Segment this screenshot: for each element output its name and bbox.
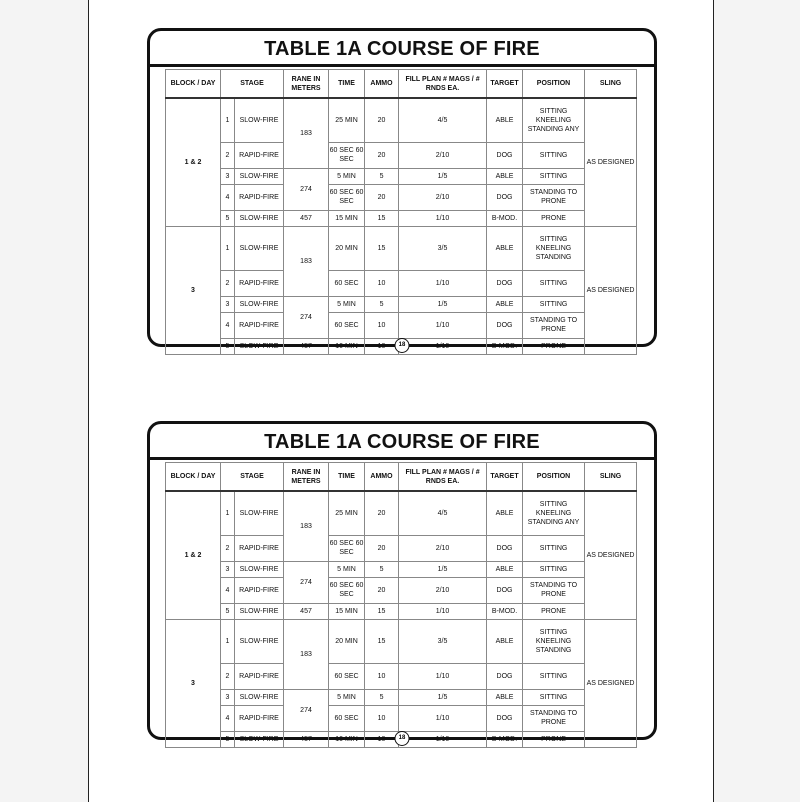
ammo-cell: 20 (365, 535, 399, 561)
ammo-cell: 15 (365, 210, 399, 226)
position-cell: SITTING (523, 296, 585, 312)
stage-number: 4 (221, 705, 235, 731)
column-header: FILL PLAN # MAGS / # RNDS EA. (399, 463, 487, 492)
position-cell: STANDING TO PRONE (523, 312, 585, 338)
time-cell: 60 SEC (329, 312, 365, 338)
time-cell: 60 SEC 60 SEC (329, 142, 365, 168)
sling-cell: AS DESIGNED (585, 619, 637, 747)
column-header: BLOCK / DAY (166, 463, 221, 492)
card-title: TABLE 1A COURSE OF FIRE (150, 31, 654, 67)
stage-number: 1 (221, 619, 235, 663)
ammo-cell: 5 (365, 168, 399, 184)
ammo-cell: 20 (365, 577, 399, 603)
column-header: SLING (585, 463, 637, 492)
fill-plan-cell: 1/10 (399, 312, 487, 338)
stage-cell: RAPID-FIRE (235, 705, 284, 731)
card-body (150, 67, 654, 350)
stage-number: 5 (221, 338, 235, 354)
stage-number: 3 (221, 296, 235, 312)
range-cell: 183 (284, 619, 329, 689)
time-cell: 20 MIN (329, 226, 365, 270)
target-cell: B-MOD. (487, 210, 523, 226)
header-row (166, 463, 637, 492)
course-of-fire-table (165, 69, 637, 355)
table-row (166, 168, 637, 184)
ammo-cell: 20 (365, 184, 399, 210)
table-row (166, 705, 637, 731)
position-cell: SITTING KNEELING STANDING (523, 226, 585, 270)
fill-plan-cell: 1/10 (399, 338, 487, 354)
fill-plan-cell: 1/5 (399, 689, 487, 705)
range-cell: 457 (284, 603, 329, 619)
ammo-cell: 5 (365, 561, 399, 577)
target-cell: DOG (487, 270, 523, 296)
time-cell: 5 MIN (329, 689, 365, 705)
target-cell: ABLE (487, 168, 523, 184)
fill-plan-cell: 1/5 (399, 168, 487, 184)
ammo-cell: 15 (365, 226, 399, 270)
table-row (166, 561, 637, 577)
ammo-cell: 10 (365, 731, 399, 747)
ammo-cell: 10 (365, 338, 399, 354)
position-cell: SITTING (523, 270, 585, 296)
ammo-cell: 5 (365, 296, 399, 312)
block-day-cell: 1 & 2 (166, 98, 221, 226)
time-cell: 5 MIN (329, 561, 365, 577)
sling-cell: AS DESIGNED (585, 226, 637, 354)
target-cell: DOG (487, 535, 523, 561)
stage-cell: RAPID-FIRE (235, 270, 284, 296)
table-row (166, 184, 637, 210)
stage-number: 3 (221, 561, 235, 577)
course-of-fire-card (147, 421, 657, 743)
range-cell: 274 (284, 689, 329, 731)
column-header: TARGET (487, 70, 523, 99)
table-row (166, 663, 637, 689)
stage-number: 4 (221, 184, 235, 210)
table-row (166, 619, 637, 663)
table-row (166, 535, 637, 561)
page-number-badge: 18 (395, 731, 410, 746)
column-header: BLOCK / DAY (166, 70, 221, 99)
time-cell: 10 MIN (329, 731, 365, 747)
range-cell: 183 (284, 98, 329, 168)
table-row (166, 603, 637, 619)
stage-cell: RAPID-FIRE (235, 535, 284, 561)
stage-number: 5 (221, 210, 235, 226)
table-row (166, 270, 637, 296)
fill-plan-cell: 1/10 (399, 731, 487, 747)
stage-cell: SLOW-FIRE (235, 731, 284, 747)
target-cell: DOG (487, 312, 523, 338)
time-cell: 60 SEC (329, 663, 365, 689)
target-cell: DOG (487, 577, 523, 603)
stage-cell: SLOW-FIRE (235, 561, 284, 577)
time-cell: 60 SEC (329, 705, 365, 731)
fill-plan-cell: 1/5 (399, 561, 487, 577)
position-cell: PRONE (523, 338, 585, 354)
sling-cell: AS DESIGNED (585, 491, 637, 619)
stage-number: 2 (221, 663, 235, 689)
stage-number: 5 (221, 731, 235, 747)
ammo-cell: 5 (365, 689, 399, 705)
table-row (166, 577, 637, 603)
column-header: RANE IN METERS (284, 463, 329, 492)
table-row (166, 98, 637, 142)
card-body (150, 460, 654, 743)
time-cell: 15 MIN (329, 210, 365, 226)
ammo-cell: 20 (365, 142, 399, 168)
time-cell: 10 MIN (329, 338, 365, 354)
stage-number: 1 (221, 98, 235, 142)
stage-number: 2 (221, 535, 235, 561)
position-cell: SITTING (523, 561, 585, 577)
stage-cell: SLOW-FIRE (235, 619, 284, 663)
fill-plan-cell: 1/10 (399, 270, 487, 296)
ammo-cell: 20 (365, 491, 399, 535)
position-cell: SITTING (523, 535, 585, 561)
fill-plan-cell: 3/5 (399, 226, 487, 270)
position-cell: SITTING KNEELING STANDING ANY (523, 98, 585, 142)
stage-cell: SLOW-FIRE (235, 226, 284, 270)
stage-cell: RAPID-FIRE (235, 142, 284, 168)
target-cell: ABLE (487, 98, 523, 142)
stage-cell: SLOW-FIRE (235, 98, 284, 142)
range-cell: 274 (284, 561, 329, 603)
column-header: RANE IN METERS (284, 70, 329, 99)
stage-cell: SLOW-FIRE (235, 210, 284, 226)
target-cell: ABLE (487, 619, 523, 663)
stage-cell: RAPID-FIRE (235, 312, 284, 338)
table-row (166, 689, 637, 705)
column-header: AMMO (365, 463, 399, 492)
time-cell: 15 MIN (329, 603, 365, 619)
ammo-cell: 10 (365, 705, 399, 731)
target-cell: ABLE (487, 226, 523, 270)
course-of-fire-table (165, 462, 637, 748)
range-cell: 183 (284, 226, 329, 296)
fill-plan-cell: 4/5 (399, 491, 487, 535)
stage-cell: RAPID-FIRE (235, 663, 284, 689)
fill-plan-cell: 2/10 (399, 184, 487, 210)
column-header: POSITION (523, 463, 585, 492)
time-cell: 25 MIN (329, 491, 365, 535)
position-cell: SITTING (523, 168, 585, 184)
fill-plan-cell: 1/10 (399, 603, 487, 619)
course-of-fire-card (147, 28, 657, 350)
position-cell: PRONE (523, 603, 585, 619)
stage-number: 2 (221, 270, 235, 296)
range-cell: 457 (284, 731, 329, 747)
range-cell: 274 (284, 168, 329, 210)
column-header: FILL PLAN # MAGS / # RNDS EA. (399, 70, 487, 99)
stage-number: 5 (221, 603, 235, 619)
target-cell: ABLE (487, 689, 523, 705)
table-row (166, 210, 637, 226)
target-cell: ABLE (487, 491, 523, 535)
fill-plan-cell: 3/5 (399, 619, 487, 663)
stage-number: 2 (221, 142, 235, 168)
page-number-badge: 18 (395, 338, 410, 353)
position-cell: SITTING (523, 142, 585, 168)
column-header: STAGE (221, 70, 284, 99)
range-cell: 274 (284, 296, 329, 338)
column-header: TARGET (487, 463, 523, 492)
stage-number: 1 (221, 226, 235, 270)
stage-number: 4 (221, 312, 235, 338)
stage-cell: SLOW-FIRE (235, 689, 284, 705)
stage-number: 4 (221, 577, 235, 603)
column-header: AMMO (365, 70, 399, 99)
stage-number: 3 (221, 168, 235, 184)
range-cell: 457 (284, 338, 329, 354)
ammo-cell: 10 (365, 663, 399, 689)
time-cell: 5 MIN (329, 296, 365, 312)
range-cell: 183 (284, 491, 329, 561)
ammo-cell: 15 (365, 603, 399, 619)
fill-plan-cell: 1/10 (399, 705, 487, 731)
column-header: SLING (585, 70, 637, 99)
fill-plan-cell: 1/10 (399, 210, 487, 226)
position-cell: STANDING TO PRONE (523, 705, 585, 731)
time-cell: 60 SEC 60 SEC (329, 577, 365, 603)
position-cell: PRONE (523, 731, 585, 747)
target-cell: DOG (487, 663, 523, 689)
block-day-cell: 3 (166, 226, 221, 354)
position-cell: SITTING (523, 663, 585, 689)
stage-cell: SLOW-FIRE (235, 491, 284, 535)
block-day-cell: 1 & 2 (166, 491, 221, 619)
column-header: TIME (329, 463, 365, 492)
stage-cell: RAPID-FIRE (235, 184, 284, 210)
table-row (166, 142, 637, 168)
target-cell: ABLE (487, 296, 523, 312)
table-row (166, 491, 637, 535)
card-title: TABLE 1A COURSE OF FIRE (150, 424, 654, 460)
time-cell: 5 MIN (329, 168, 365, 184)
block-day-cell: 3 (166, 619, 221, 747)
column-header: STAGE (221, 463, 284, 492)
ammo-cell: 15 (365, 619, 399, 663)
target-cell: DOG (487, 705, 523, 731)
table-row (166, 296, 637, 312)
header-row (166, 70, 637, 99)
position-cell: SITTING KNEELING STANDING (523, 619, 585, 663)
table-row (166, 312, 637, 338)
position-cell: STANDING TO PRONE (523, 577, 585, 603)
time-cell: 20 MIN (329, 619, 365, 663)
position-cell: SITTING (523, 689, 585, 705)
fill-plan-cell: 2/10 (399, 577, 487, 603)
column-header: POSITION (523, 70, 585, 99)
target-cell: B-MOD. (487, 731, 523, 747)
table-row (166, 226, 637, 270)
sling-cell: AS DESIGNED (585, 98, 637, 226)
time-cell: 60 SEC (329, 270, 365, 296)
fill-plan-cell: 4/5 (399, 98, 487, 142)
target-cell: B-MOD. (487, 338, 523, 354)
fill-plan-cell: 2/10 (399, 142, 487, 168)
stage-number: 3 (221, 689, 235, 705)
stage-cell: SLOW-FIRE (235, 603, 284, 619)
stage-cell: SLOW-FIRE (235, 168, 284, 184)
position-cell: STANDING TO PRONE (523, 184, 585, 210)
target-cell: DOG (487, 184, 523, 210)
ammo-cell: 10 (365, 270, 399, 296)
stage-number: 1 (221, 491, 235, 535)
stage-cell: SLOW-FIRE (235, 338, 284, 354)
target-cell: DOG (487, 142, 523, 168)
stage-cell: RAPID-FIRE (235, 577, 284, 603)
target-cell: ABLE (487, 561, 523, 577)
range-cell: 457 (284, 210, 329, 226)
fill-plan-cell: 1/5 (399, 296, 487, 312)
fill-plan-cell: 1/10 (399, 663, 487, 689)
target-cell: B-MOD. (487, 603, 523, 619)
ammo-cell: 10 (365, 312, 399, 338)
column-header: TIME (329, 70, 365, 99)
time-cell: 60 SEC 60 SEC (329, 184, 365, 210)
time-cell: 25 MIN (329, 98, 365, 142)
position-cell: SITTING KNEELING STANDING ANY (523, 491, 585, 535)
ammo-cell: 20 (365, 98, 399, 142)
time-cell: 60 SEC 60 SEC (329, 535, 365, 561)
fill-plan-cell: 2/10 (399, 535, 487, 561)
stage-cell: SLOW-FIRE (235, 296, 284, 312)
position-cell: PRONE (523, 210, 585, 226)
